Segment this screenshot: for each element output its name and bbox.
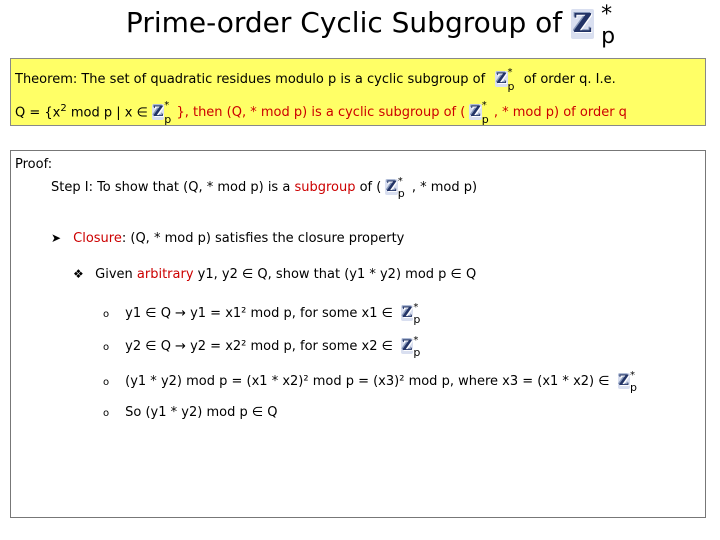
list-item: o (y1 * y2) mod p = (x1 * x2)² mod p = (x3)² mod p, where x3 = (x1 * x2) ∈ Z * p	[103, 369, 637, 394]
circle-bullet-icon: o	[103, 377, 110, 388]
step-1: Step I: To show that (Q, * mod p) is a subgroup of ( Z * p , * mod p)	[51, 175, 478, 200]
zp-star-symbol: Z * p	[386, 175, 405, 200]
given-item: ❖ Given arbitrary y1, y2 ∈ Q, show that (y1 * y2) mod p ∈ Q	[73, 267, 477, 282]
theorem-line-1: Theorem: The set of quadratic residues modulo p is a cyclic subgroup of Z * p of order q. I.e.	[15, 66, 616, 93]
circle-bullet-icon: o	[103, 342, 110, 353]
list-item: o So (y1 * y2) mod p ∈ Q	[103, 405, 278, 420]
list-item: o y1 ∈ Q → y1 = x1² mod p, for some x1 ∈ Z * p	[103, 301, 421, 326]
zp-star-symbol: Z * p	[153, 99, 172, 127]
proof-label: Proof:	[15, 157, 53, 172]
title-text: Prime-order Cyclic Subgroup of	[125, 6, 563, 39]
zp-star-symbol: Z * p	[402, 301, 421, 326]
circle-bullet-icon: o	[103, 309, 110, 320]
closure-item: ➤ Closure: (Q, * mod p) satisfies the closure property	[51, 231, 405, 246]
list-item: o y2 ∈ Q → y2 = x2² mod p, for some x2 ∈ Z * p	[103, 334, 421, 359]
diamond-bullet-icon: ❖	[73, 267, 84, 281]
zp-star-symbol: Z * p	[573, 2, 616, 49]
zp-star-symbol: Z * p	[402, 334, 421, 359]
slide-title	[0, 2, 720, 49]
arrow-bullet-icon: ➤	[51, 231, 62, 245]
theorem-line-2: $Q = \{x^2$ mod p | x ∈ Z * p }, then (Q, * mod p) is a cyclic subgroup of ( Z * p , * mod p) of order q	[15, 99, 627, 127]
zp-star-symbol: Z * p	[618, 369, 637, 394]
zp-star-symbol: Z * p	[496, 66, 515, 93]
theorem-box	[10, 58, 706, 126]
zp-star-symbol: Z * p	[470, 99, 489, 127]
proof-box	[10, 150, 706, 518]
circle-bullet-icon: o	[103, 408, 110, 419]
